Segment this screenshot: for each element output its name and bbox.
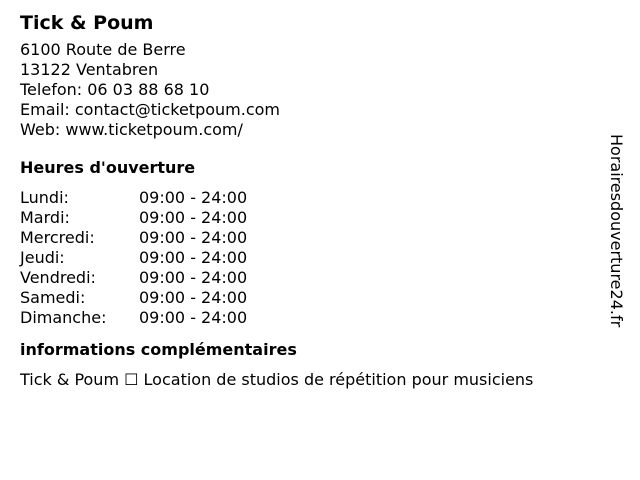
additional-info-title: informations complémentaires (20, 340, 297, 359)
day-label: Vendredi: (20, 268, 96, 287)
time-range: 09:00 - 24:00 (139, 248, 248, 267)
hours-row-saturday (20, 288, 600, 308)
business-card (20, 10, 600, 390)
address-city: 13122 Ventabren (20, 60, 159, 79)
day-label: Jeudi: (20, 248, 65, 267)
hours-row-friday (20, 268, 600, 288)
time-range: 09:00 - 24:00 (139, 308, 248, 327)
website: Web: www.ticketpoum.com/ (20, 120, 243, 139)
day-label: Mardi: (20, 208, 70, 227)
time-range: 09:00 - 24:00 (139, 208, 248, 227)
address-street: 6100 Route de Berre (20, 40, 186, 59)
hours-row-wednesday (20, 228, 600, 248)
hours-row-sunday (20, 308, 600, 328)
time-range: 09:00 - 24:00 (139, 288, 248, 307)
opening-hours-title: Heures d'ouverture (20, 158, 196, 177)
business-name: Tick & Poum (20, 12, 154, 34)
site-watermark: Horairesdouverture24.fr (607, 134, 626, 328)
day-label: Mercredi: (20, 228, 95, 247)
email-address: Email: contact@ticketpoum.com (20, 100, 280, 119)
hours-row-tuesday (20, 208, 600, 228)
contact-details (20, 40, 600, 140)
hours-row-monday (20, 188, 600, 208)
time-range: 09:00 - 24:00 (139, 228, 248, 247)
day-label: Lundi: (20, 188, 69, 207)
day-label: Samedi: (20, 288, 86, 307)
time-range: 09:00 - 24:00 (139, 188, 248, 207)
phone-number: Telefon: 06 03 88 68 10 (20, 80, 210, 99)
opening-hours-table (20, 188, 600, 328)
additional-info-text: Tick & Poum ☐ Location de studios de répétition pour musiciens (20, 370, 534, 389)
day-label: Dimanche: (20, 308, 107, 327)
time-range: 09:00 - 24:00 (139, 268, 248, 287)
hours-row-thursday (20, 248, 600, 268)
